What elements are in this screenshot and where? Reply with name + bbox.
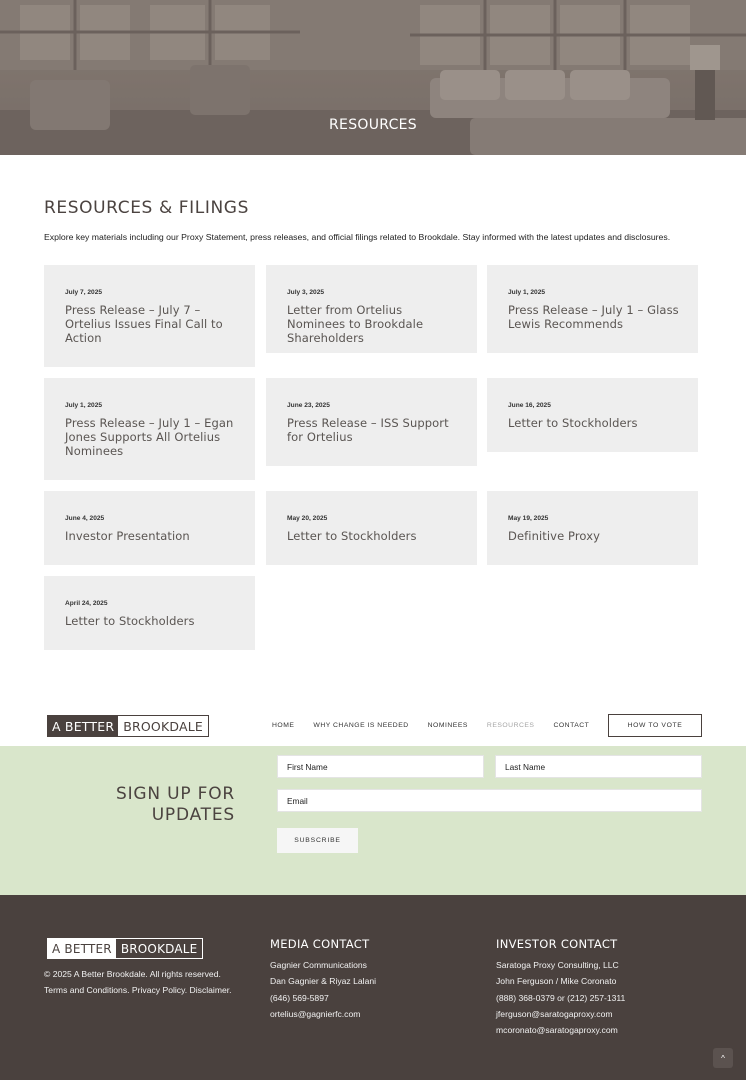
investor-contact-phone[interactable]: (888) 368-0379 or (212) 257-1311 — [496, 992, 626, 1003]
site-logo[interactable] — [47, 715, 209, 737]
hero-banner — [0, 0, 746, 155]
nav-link-resources[interactable]: RESOURCES — [486, 722, 535, 729]
main-nav — [0, 706, 746, 746]
card-title[interactable]: Letter to Stockholders — [508, 416, 638, 430]
card-title[interactable]: Letter to Stockholders — [287, 529, 417, 543]
card-date: July 3, 2025 — [287, 289, 325, 296]
footer-logo-part-2: BROOKDALE — [116, 939, 203, 958]
card-date: July 1, 2025 — [65, 402, 103, 409]
media-contact-line: Dan Gagnier & Riyaz Lalani — [270, 976, 377, 987]
resource-card[interactable] — [487, 378, 698, 452]
media-contact-details — [270, 957, 376, 1022]
footer-logo-part-1: A BETTER — [48, 939, 116, 958]
privacy-link[interactable]: Privacy Policy. — [131, 985, 188, 996]
card-date: May 19, 2025 — [508, 515, 549, 522]
investor-contact-line: John Ferguson / Mike Coronato — [496, 976, 617, 987]
card-date: June 4, 2025 — [65, 515, 105, 522]
logo-part-2: BROOKDALE — [118, 716, 208, 736]
nav-link-home[interactable]: HOME — [272, 722, 295, 729]
footer-legal-links — [44, 982, 232, 998]
last-name-field[interactable]: Last Name — [495, 755, 702, 778]
footer-logo[interactable] — [47, 938, 203, 959]
investor-contact-line: Saratoga Proxy Consulting, LLC — [496, 960, 619, 970]
media-contact-phone[interactable]: (646) 569-5897 — [270, 992, 329, 1003]
resource-card[interactable] — [44, 265, 255, 367]
disclaimer-link[interactable]: Disclaimer. — [189, 985, 232, 996]
investor-contact-details — [496, 957, 625, 1038]
copyright-text: © 2025 A Better Brookdale. All rights reserved. — [44, 969, 221, 979]
card-title[interactable]: Press Release – July 1 – Egan Jones Supports All Ortelius Nominees — [65, 416, 234, 458]
card-title[interactable]: Press Release – July 1 – Glass Lewis Recommends — [508, 303, 679, 331]
investor-contact-email[interactable]: jferguson@saratogaproxy.com — [496, 1008, 613, 1019]
site-footer — [0, 895, 746, 1080]
card-date: June 23, 2025 — [287, 402, 330, 409]
investor-contact-heading: INVESTOR CONTACT — [496, 937, 618, 951]
resource-card[interactable] — [487, 265, 698, 353]
signup-title-line-1: SIGN UP FOR — [116, 784, 235, 804]
nav-link-contact[interactable]: CONTACT — [553, 722, 590, 729]
subscribe-button[interactable]: SUBSCRIBE — [277, 828, 358, 853]
media-contact-email[interactable]: ortelius@gagnierfc.com — [270, 1008, 361, 1019]
signup-section — [0, 746, 746, 895]
signup-title-line-2: UPDATES — [151, 805, 235, 825]
nav-link-why-change[interactable]: WHY CHANGE IS NEEDED — [313, 722, 409, 729]
hero-title: RESOURCES — [329, 117, 417, 133]
card-title[interactable]: Letter from Ortelius Nominees to Brookdale Shareholders — [287, 303, 424, 345]
resource-card[interactable] — [44, 378, 255, 480]
back-to-top-icon[interactable]: ^ — [713, 1048, 733, 1068]
email-field[interactable]: Email — [277, 789, 702, 812]
footer-copyright — [44, 966, 232, 999]
resource-card[interactable] — [266, 378, 477, 466]
card-date: May 20, 2025 — [287, 515, 328, 522]
how-to-vote-button[interactable]: HOW TO VOTE — [608, 714, 702, 737]
card-date: April 24, 2025 — [65, 600, 108, 607]
signup-title — [35, 784, 235, 826]
section-intro: Explore key materials including our Proxy Statement, press releases, and official filings related to Brookdale. Stay informed with the latest updates and disclosures. — [44, 232, 671, 242]
card-title[interactable]: Press Release – ISS Support for Ortelius — [287, 416, 449, 444]
resource-card[interactable] — [44, 576, 255, 650]
card-title[interactable]: Letter to Stockholders — [65, 614, 195, 628]
resource-card[interactable] — [44, 491, 255, 565]
media-contact-heading: MEDIA CONTACT — [270, 937, 370, 951]
resource-card[interactable] — [487, 491, 698, 565]
first-name-field[interactable]: First Name — [277, 755, 484, 778]
card-title[interactable]: Definitive Proxy — [508, 529, 600, 543]
nav-links — [272, 722, 608, 729]
terms-link[interactable]: Terms and Conditions. — [44, 985, 130, 996]
card-title[interactable]: Press Release – July 7 – Ortelius Issues Final Call to Action — [65, 303, 223, 345]
card-title[interactable]: Investor Presentation — [65, 529, 190, 543]
investor-contact-email[interactable]: mcoronato@saratogaproxy.com — [496, 1025, 618, 1036]
resource-card[interactable] — [266, 265, 477, 353]
media-contact-line: Gagnier Communications — [270, 960, 367, 970]
card-date: July 7, 2025 — [65, 289, 103, 296]
nav-link-nominees[interactable]: NOMINEES — [427, 722, 468, 729]
resource-card[interactable] — [266, 491, 477, 565]
section-title: RESOURCES & FILINGS — [44, 198, 249, 218]
card-date: July 1, 2025 — [508, 289, 546, 296]
card-date: June 16, 2025 — [508, 402, 551, 409]
logo-part-1: A BETTER — [48, 716, 118, 736]
